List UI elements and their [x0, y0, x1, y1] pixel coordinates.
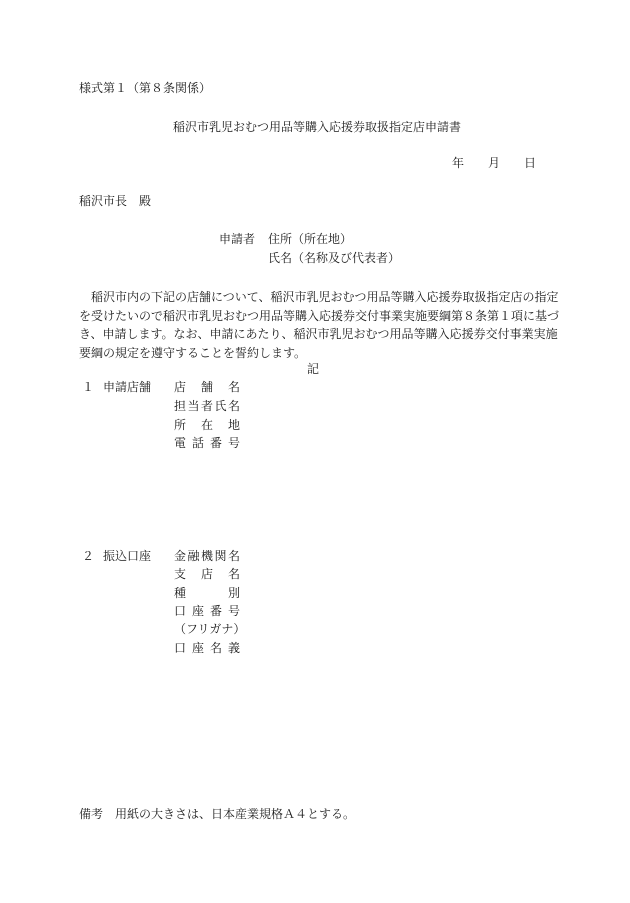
- applicant-address-label: 住所（所在地）: [268, 232, 353, 246]
- field-phone-number: 電話番号: [174, 436, 240, 450]
- application-statement: [79, 288, 559, 362]
- statement-line: 稲沢市内の下記の店舗について、稲沢市乳児おむつ用品等購入応援券取扱指定店の指定: [91, 290, 559, 304]
- field-contact-person: 担当者氏名: [174, 399, 240, 413]
- ki-heading: 記: [307, 362, 320, 376]
- field-location: 所在地: [174, 418, 240, 432]
- section-1-title: 申請店舗: [103, 380, 152, 394]
- field-account-holder: 口座名義: [174, 641, 240, 655]
- section-2-number: ２: [82, 549, 95, 563]
- addressee: 稲沢市長 殿: [79, 194, 152, 208]
- field-store-name: 店舗名: [174, 380, 240, 394]
- statement-line: き、申請します。なお、申請にあたり、稲沢市乳児おむつ用品等購入応援券交付事業実施: [79, 327, 558, 341]
- date-day-label: 日: [524, 156, 537, 170]
- field-account-type: 種別: [174, 586, 240, 600]
- field-bank-name: 金融機関名: [174, 549, 240, 563]
- document-title: 稲沢市乳児おむつ用品等購入応援券取扱指定店申請書: [173, 120, 462, 134]
- statement-line: を受けたいので稲沢市乳児おむつ用品等購入応援券交付事業実施要綱第８条第１項に基づ: [79, 308, 560, 323]
- field-furigana: （フリガナ）: [174, 622, 246, 636]
- statement-line: 要綱の規定を遵守することを誓約します。: [79, 345, 307, 360]
- date-month-label: 月: [488, 156, 501, 170]
- field-branch-name: 支店名: [174, 567, 240, 581]
- date-line: [452, 157, 536, 169]
- remarks-note: 備考 用紙の大きさは、日本産業規格Ａ４とする。: [79, 807, 356, 821]
- section-1-number: １: [82, 380, 95, 394]
- applicant-label: 申請者: [219, 232, 256, 246]
- section-2-title: 振込口座: [103, 549, 152, 563]
- form-number: 様式第１（第８条関係）: [79, 81, 212, 95]
- applicant-name-label: 氏名（名称及び代表者）: [268, 251, 401, 265]
- date-year-label: 年: [452, 156, 465, 170]
- field-account-number: 口座番号: [174, 604, 240, 618]
